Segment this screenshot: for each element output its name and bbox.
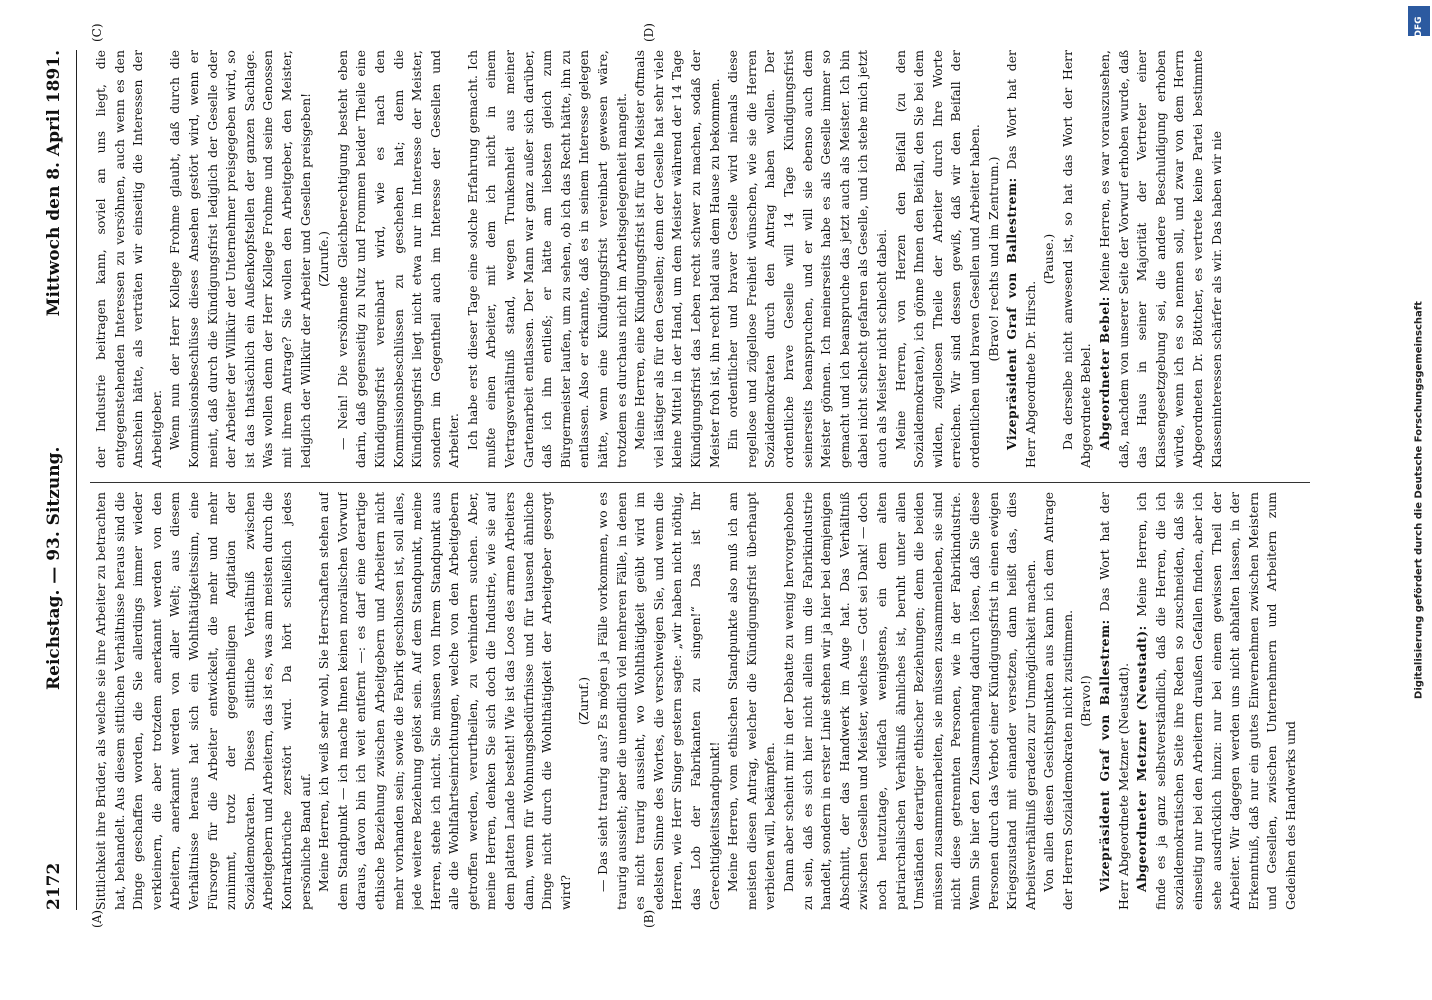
margin-marker-c: (C) (90, 23, 104, 42)
interjection: (Zuruf.) (576, 676, 592, 726)
session-date: Mittwoch den 8. April 1891. (44, 50, 64, 317)
dfg-logo-text: DFG (1414, 16, 1424, 38)
page-number: 2172 (44, 862, 64, 910)
speech-text: Meine Herren, es war vorauszusehen, daß, nachdem von unserer Seite der Vorwurf erhoben wurde, daß das Haus in seiner Majorität der Vertreter einer Klassengesetzgebung sei, die andere Beschuldigung erhoben würde, wenn ich es so nennen soll, und zwar von dem Herrn Abgeordneten Dr. Böttcher, es vertrete keine Partei bestimmte Klasseninteressen schärfer als wir. Das haben wir nie (1097, 50, 1224, 468)
funding-credit: Digitalisierung gefördert durch die Deutsche Forschungsgemeinschaft (1413, 301, 1425, 699)
margin-marker-a: (A) (90, 909, 104, 928)
dfg-logo (1408, 6, 1430, 36)
speaker-paragraph (1096, 492, 1133, 910)
paragraph: Da derselbe nicht anwesend ist, so hat das Wort der Herr Abgeordnete Bebel. (1059, 50, 1094, 468)
paragraph: Ich habe erst dieser Tage eine solche Erfahrung gemacht. Ich mußte einen Arbeiter, mit dem ich nicht in einem Vertragsverhältniß stand, wegen Trunkenheit aus meiner Gartenarbeit entlassen. Der Mann war ganz außer sich darüber, daß ich ihn entließ; er hätte am liebsten gleich zum Bürgermeister laufen, um zu sehen, ob ich das Recht hätte, ihn zu entlassen. Also er erkannte, daß es in seinem Interesse gelegen hätte, wenn eine Kündigungsfrist vereinbart gewesen wäre, trotzdem es durchaus nicht im Arbeitsgelegenheit mangelt. (464, 50, 629, 468)
paragraph: Meine Herren, eine Kündigungsfrist ist für den Meister oftmals viel lästiger als für den Gesellen; denn der Geselle hat sehr viele kleine Mittel in der Hand, um dem Meister während der 14 Tage Kündigungsfrist das Leben recht schwer zu machen, sodaß der Meister froh ist, ihn recht bald aus dem Hause zu bekommen. (632, 50, 722, 468)
paragraph: Meine Herren, ich weiß sehr wohl, Sie Herrschaften stehen auf dem Standpunkt — ich mache Ihnen keinen moralischen Vorwurf daraus, davon bin ich weit entfernt —: es darf eine derartige ethische Beziehung zwischen Arbeitgebern und Arbeitern nicht mehr vorhanden sein; sowie die Fabrik geschlossen ist, soll alles, jede weitere Beziehung gelöst sein. Auf dem Standpunkt, meine Herren, stehe ich nicht. Sie müssen von Ihrem Standpunkt aus alle die Wohlfahrtseinrichtungen, welche von den Arbeitgebern getroffen werden, verurtheilen, zu verhindern suchen. Aber, meine Herren, denken Sie sich doch die Industrie, wie sie auf dem platten Lande besteht! Wie ist das Loos des armen Arbeiters dann, wenn für Wohnungsbedürfnisse und für tausend ähnliche Dinge nicht durch die Wohlthätigkeit der Arbeitgeber gesorgt wird? (316, 492, 573, 910)
interjection: (Pause.) (1041, 233, 1057, 285)
speaker-paragraph (1096, 50, 1226, 468)
left-column (92, 492, 1332, 910)
paragraph: Von allen diesen Gesichtspunkten aus kann ich dem Antrage der Herren Sozialdemokraten nicht zustimmen. (1041, 492, 1075, 910)
paragraph: Meine Herren, vom ethischen Standpunkte also muß ich am meisten diesen Antrag, welcher die Kündigungsfrist überhaupt verbieten will, bekämpfen. (725, 492, 778, 910)
paragraph: — Nein! Die versöhnende Gleichberechtigung besteht eben darin, daß gegenseitig zu Nutz und Frommen beider Theile eine Kündigungsfrist vereinbart wird, wie es nach den Kommissionsbeschlüssen zu geschehen hat; denn die Kündigungsfrist liegt nicht etwa nur im Interesse der Meister, sondern im Gegentheil auch im Interesse der Gesellen und Arbeiter. (334, 50, 462, 468)
funding-footer (1406, 0, 1432, 1000)
paragraph: Sittlichkeit ihre Brüder, als welche sie ihre Arbeiter zu betrachten hat, behandelt. Aus diesem sittlichen Verhältnisse heraus sind die Dinge geschaffen worden, die Sie allerdings immer wieder verkleinern, die aber trotzdem anerkannt werden von den Arbeitern, anerkannt werden von aller Welt; aus diesem Verhältnisse heraus hat sich ein Wohlthätigkeitssinn, eine Fürsorge für die Arbeiter entwickelt, die mehr und mehr zunimmt, trotz der gegentheiligen Agitation der Sozialdemokraten. Dieses sittliche Verhältniß zwischen Arbeitgebern und Arbeitern, das ist es, was am meisten durch die Kontraktbrüche zerstört wird. Da hört schließlich jedes persönliche Band auf. (93, 492, 313, 910)
speaker-name: Vizepräsident Graf von Ballestrem: (1097, 619, 1113, 892)
column-divider (90, 482, 1310, 483)
speech-text: Meine Herren, ich finde es ja ganz selbstverständlich, daß die Herren, die ich sozialdemokratischen Seite ihre Reden so zuschneiden, daß sie einseitig nur bei den Arbeitern draußen Gefallen finden, aber ich sehe ausdrücklich hinzu: nur bei einem gewissen Theil der Arbeiter. Wir dagegen werden uns nicht abhalten lassen, in der Erkenntniß, daß nur ein gutes Einvernehmen zwischen Meistern und Gesellen, zwischen Unternehmern und Arbeitern zum Gedeihen des Handwerks und (1134, 492, 1298, 910)
speech-text: Das Wort hat der Herr Abgeordnete Dr. Hirsch. (1004, 50, 1038, 468)
speaker-paragraph (1133, 492, 1300, 910)
interjection: (Bravo! rechts und im Zentrum.) (985, 156, 1001, 362)
session-title: Reichstag. — 93. Sitzung. (44, 446, 64, 690)
paragraph: der Industrie beitragen kann, soviel an uns liegt, die entgegenstehenden Interessen zu versöhnen, auch wenn es den Anschein hätte, als verträten wir einseitig die Interessen der Arbeitgeber. (93, 50, 164, 468)
header-rule (76, 50, 77, 910)
paragraph: Meine Herren, von Herzen den Beifall (zu den Sozialdemokraten), ich gönne Ihnen den Beifall, den Sie bei dem wilden, zügellosen Theile der Arbeiter durch Ihre Worte erreichen. Wir sind dessen gewiß, daß wir den Beifall der ordentlichen und braven Gesellen und Arbeiter haben. (892, 50, 982, 468)
speaker-name: Abgeordneter Bebel: (1097, 296, 1113, 450)
speech-text: Das Wort hat der Herr Abgeordnete Metzner (Neustadt). (1097, 492, 1131, 910)
paragraph: — Das sieht traurig aus? Es mögen ja Fälle vorkommen, wo es traurig aussieht; aber die unendlich viel mehreren Fälle, in denen es nicht traurig aussieht, wo Wohlthätigkeit geübt wird im edelsten Sinne des Wortes, die verschweigen Sie, und wenn die Herren, wie Herr Singer gestern sagte: „wir haben nicht nöthig, das Lob der Fabrikanten zu singen!“ Das ist Ihr Gerechtigkeitsstandpunkt! (595, 492, 722, 910)
paragraph: Wenn nun der Herr Kollege Frohme glaubt, daß durch die Kommissionsbeschlüsse dieses Ansehen gestört wird, wenn er meint, daß durch die Kündigungsfrist lediglich der Geselle oder der Arbeiter der Willkür der Unternehmer preisgegeben wird, so ist das thatsächlich ein Außenkopfstellen der ganzen Sachlage. Was wollen denn der Herr Kollege Frohme und seine Genossen mit ihrem Antrage? Sie wollen den Arbeitgeber, den Meister, lediglich der Willkür der Arbeiter und Gesellen preisgeben! (167, 50, 313, 468)
speaker-name: Vizepräsident Graf von Ballestrem: (1004, 177, 1020, 450)
speaker-name: Abgeordneter Metzner (Neustadt): (1134, 625, 1150, 892)
interjection: (Zurufe.) (316, 230, 332, 288)
right-column (92, 50, 1332, 468)
interjection: (Bravo!) (1078, 675, 1094, 727)
speaker-paragraph (1003, 50, 1040, 468)
paragraph: Ein ordentlicher und braver Geselle wird niemals diese regellose und zügellose Freiheit wünschen, wie sie die Herren Sozialdemokraten durch den Antrag haben wollen. Der ordentliche brave Geselle will 14 Tage Kündigungsfrist seinerseits beanspruchen, und er will sie ebenso auch dem Meister gönnen. Ich meinerseits habe es als Geselle immer so gemacht und ich beanspruche das jetzt auch als Meister. Ich bin dabei nicht schlecht gefahren als Geselle, und ich stehe mich jetzt auch als Meister nicht schlecht dabei. (725, 50, 889, 468)
margin-marker-d: (D) (642, 23, 656, 42)
margin-marker-b: (B) (642, 909, 656, 928)
page-header (44, 50, 70, 910)
paragraph: Dann aber scheint mir in der Debatte zu wenig hervorgehoben zu sein, daß es sich hier nicht allein um die Fabrikindustrie handelt, sondern in erster Linie stehen wir ja hier bei demjenigen Abschnitt, der das Handwerk im Auge hat. Das Verhältniß zwischen Gesellen und Meister, welches — Gott sei Dank! — doch noch heutzutage, vielfach wenigstens, ein dem alten patriarchalischen Verhältniß ähnliches ist, beruht unter allen Umständen derartiger ethischer Beziehungen; denn die beiden müssen zusammenarbeiten, sie müssen zusammenleben, sie sind nicht diese getrennten Personen, wie in der Fabrikindustrie. Wenn Sie hier den Zusammenhang dadurch lösen, daß Sie diese Personen durch das Verbot einer Kündigungsfrist in einen ewigen Kriegszustand mit einander versetzen, dann heißt das, dies Arbeitsverhältniß geradezu zur Unmöglichkeit machen. (780, 492, 1038, 910)
